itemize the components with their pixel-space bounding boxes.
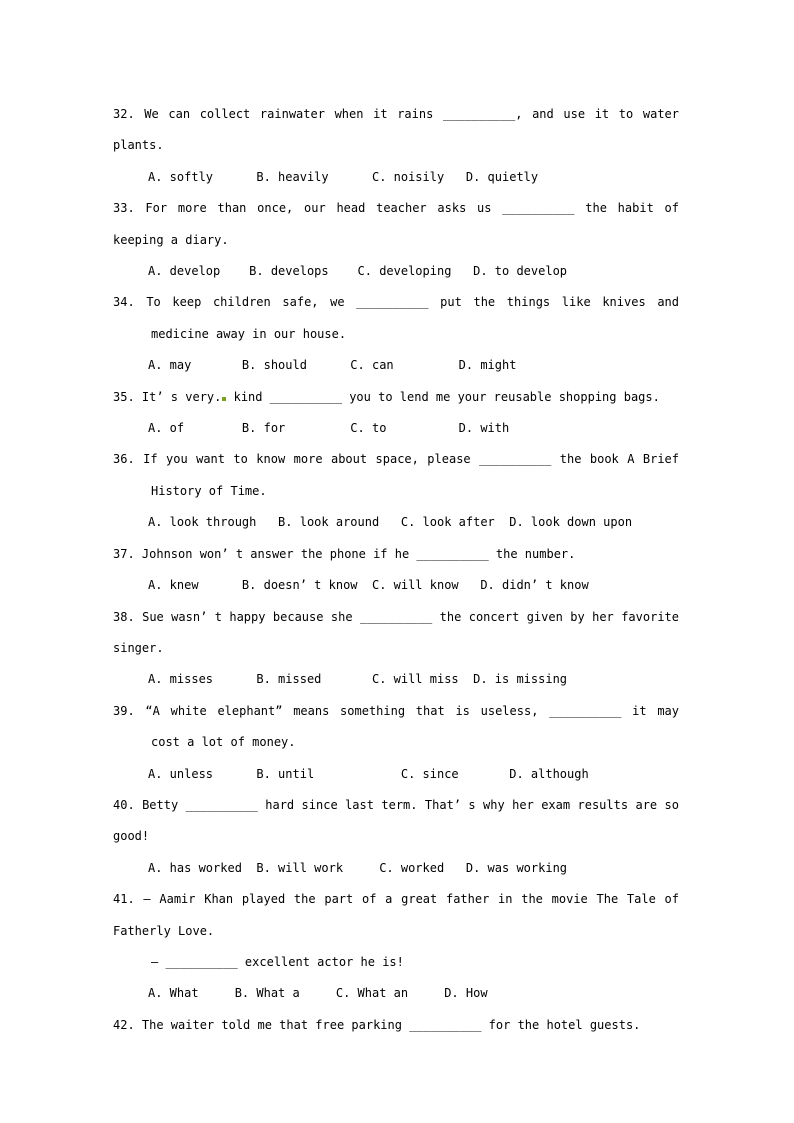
question-42 (113, 1010, 679, 1041)
options-line: A. What B. What a C. What an D. How (148, 986, 488, 1001)
question-line: 41. — Aamir Khan played the part of a great father in the movie The Tale of (113, 892, 679, 907)
question-line: 40. Betty __________ hard since last term. That’ s why her exam results are so (113, 797, 679, 812)
options-line: A. softly B. heavily C. noisily D. quietly (148, 169, 539, 184)
question-line: 32. We can collect rainwater when it rains __________, and use it to water (113, 107, 679, 121)
question-39 (113, 696, 679, 790)
question-text: kind __________ you to lend me your reusable shopping bags. (226, 389, 660, 404)
question-34 (113, 287, 679, 381)
question-line: keeping a diary. (113, 232, 229, 247)
question-line: 33. For more than once, our head teacher asks us __________ the habit of (113, 201, 679, 216)
question-line: 36. If you want to know more about space, please __________ the book A Brief (113, 452, 679, 467)
question-line: cost a lot of money. (151, 735, 296, 750)
question-line: 37. Johnson won’ t answer the phone if he __________ the number. (113, 546, 576, 561)
question-line: 34. To keep children safe, we __________ put the things like knives and (113, 295, 679, 310)
question-line: 39. “A white elephant” means something that is useless, __________ it may (113, 703, 679, 718)
question-line: Fatherly Love. (113, 923, 215, 938)
exam-content (113, 99, 679, 1041)
question-text: 35. It’ s very. (113, 389, 222, 404)
question-line: 42. The waiter told me that free parking __________ for the hotel guests. (113, 1017, 641, 1032)
question-line (113, 382, 679, 413)
question-line: good! (113, 829, 150, 844)
options-line: A. unless B. until C. since D. although (148, 766, 589, 781)
question-line: 38. Sue wasn’ t happy because she __________ the concert given by her favorite (113, 609, 679, 624)
question-line: plants. (113, 138, 164, 153)
options-line: A. misses B. missed C. will miss D. is missing (148, 672, 568, 687)
question-line: singer. (113, 640, 164, 655)
options-line: A. of B. for C. to D. with (148, 421, 510, 436)
question-37 (113, 539, 679, 602)
question-40 (113, 790, 679, 884)
question-line: medicine away in our house. (151, 326, 347, 341)
question-36 (113, 444, 679, 538)
options-line: A. may B. should C. can D. might (148, 358, 517, 373)
question-38 (113, 602, 679, 696)
options-line: A. develop B. develops C. developing D. to develop (148, 264, 568, 279)
question-35 (113, 382, 679, 445)
options-line: A. knew B. doesn’ t know C. will know D. didn’ t know (148, 578, 589, 593)
options-line: A. look through B. look around C. look after D. look down upon (148, 515, 633, 530)
options-line: A. has worked B. will work C. worked D. was working (148, 860, 568, 875)
question-line: History of Time. (151, 483, 267, 498)
question-32 (113, 99, 679, 193)
question-line: — __________ excellent actor he is! (151, 954, 404, 969)
question-41 (113, 884, 679, 1010)
question-33 (113, 193, 679, 287)
